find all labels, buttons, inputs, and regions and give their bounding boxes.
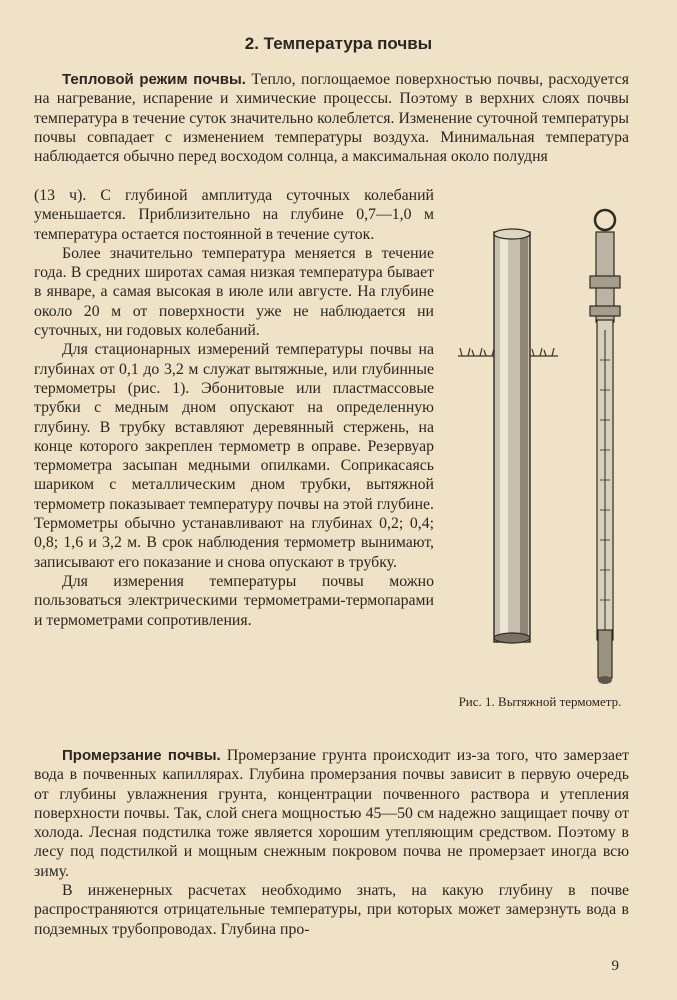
- paragraph-electric: Для измерения температуры почвы можно пользоваться электрическими термометрами-термопарами и термометрами сопротивления.: [34, 572, 434, 629]
- page-number: 9: [611, 958, 619, 974]
- heat-regime-continuation: (13 ч). С глубиной амплитуда суточных колебаний уменьшается. Приблизительно на глубине 0,7—1,0 м температура остается постоянной в течение суток.: [34, 187, 434, 243]
- thermometer-rod: [590, 210, 620, 684]
- freezing-text: Промерзание грунта происходит из-за того, что замерзает вода в почвенных капиллярах. Глубина промерзания почвы зависит в первую очередь от глубины увлажнения грунта, концентрации почвенного раствора и утепления поверхности почвы. Так, слой снега мощностью 45—50 см надежно защищает почву от холода. Лесная подстилка тоже является хорошим утепляющим средством. Поэтому в лесу под подстилкой и мощным снежным покровом почва не промерзает иногда всю зиму.: [34, 747, 629, 880]
- paragraph-heat-regime: [34, 70, 629, 166]
- heat-regime-text: Тепло, поглощаемое поверхностью почвы, расходуется на нагревание, испарение и химические процессы. Поэтому в верхних слоях почвы температура в течение суток значительно колеблется. Изменение суточной температуры почвы совпадает с изменением температуры воздуха. Минимальная температура наблюдается обычно перед восходом солнца, а максимальная около полудня: [34, 71, 629, 166]
- ground-line-right: [530, 348, 558, 356]
- ground-line-left: [458, 348, 494, 356]
- thermometer-figure: [450, 180, 630, 690]
- text-column: [34, 186, 434, 630]
- paragraph-annual: Более значительно температура меняется в течение года. В средних широтах самая низкая температура бывает в январе, а самая высокая в июле или августе. На глубине около 20 м от поверхности уже не наблюдается ни суточных, ни годовых колебаний.: [34, 244, 434, 340]
- paragraph-stationary: Для стационарных измерений температуры почвы на глубинах от 0,1 до 3,2 м служат вытяжные, или глубинные термометры (рис. 1). Эбонитовые или пластмассовые трубки с медным дном опускают на определенную глубину. В трубку вставляют деревянный стержень, на конце которого закреплен термометр в оправе. Резервуар термометра засыпан медными опилками. Соприкасаясь шариком с металлическим дном трубки, вытяжной термометр показывает температуру почвы на этой глубине. Термометры обычно устанавливают на глубинах 0,2; 0,4; 0,8; 1,6 и 3,2 м. В срок наблюдения термометр вынимают, записывают его показание и снова опускают в трубку.: [34, 341, 434, 571]
- outer-tube: [494, 229, 530, 643]
- paragraph-engineering: В инженерных расчетах необходимо знать, на какую глубину в почве распространяются отрицательные температуры, при которых может замерзнуть вода в подземных трубопроводах. Глубина про-: [34, 882, 629, 938]
- paragraph-freezing-block: [34, 746, 629, 939]
- paragraph-freezing: [34, 746, 629, 881]
- heading-heat-regime: Тепловой режим почвы.: [62, 71, 246, 88]
- section-title: 2. Температура почвы: [244, 34, 433, 53]
- figure-caption: Рис. 1. Вытяжной термометр.: [458, 694, 622, 709]
- heading-freezing: Промерзание почвы.: [62, 747, 221, 764]
